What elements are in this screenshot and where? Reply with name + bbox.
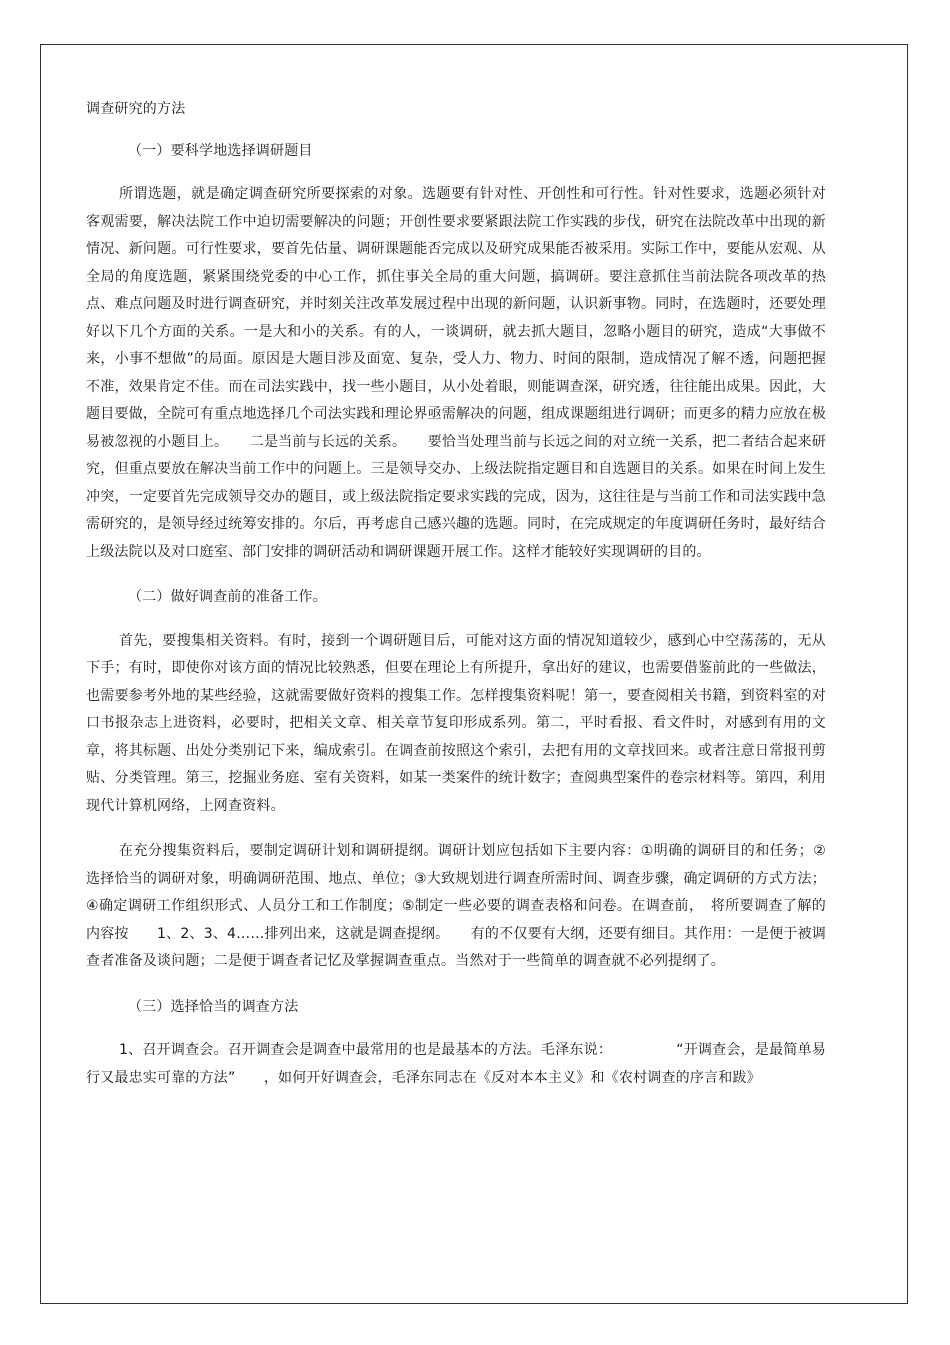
section-heading-3: （三）选择恰当的调查方法	[128, 998, 299, 1015]
section-heading-2: （二）做好调查前的准备工作。	[128, 589, 327, 605]
section-1-paragraph-1: 所谓选题，就是确定调查研究所要探索的对象。选题要有针对性、开创性和可行性。针对性要求，选题必须针对客观需要，解决法院工作中迫切需要解决的问题；开创性要求要紧跟法院工作实践的步伐，研究在法院改革中出现的新情况、新问题。可行性要求，要首先估量、调研课题能否完成以及研究成果能否被采用。实际工作中，要能从宏观、从全局的角度选题，紧紧围绕党委的中心工作，抓住事关全局的重大问题，搞调研。要注意抓住当前法院各项改革的热点、难点问题及时进行调查研究，并时刻关注改革发展过程中出现的新问题，认识新事物。同时，在选题时，还要处理好以下几个方面的关系。一是大和小的关系。有的人，一谈调研，就去抓大题目，忽略小题目的研究，造成“大事做不来，小事不想做”的局面。原因是大题目涉及面宽、复杂，受人力、物力、时间的限制，造成情况了解不透，问题把握不准，效果肯定不佳。而在司法实践中，找一些小题目，从小处着眼，则能调查深，研究透，往往能出成果。因此，大题目要做，全院可有重点地选择几个司法实践和理论界亟需解决的问题，组成课题组进行调研；而更多的精力应放在极易被忽视的小题目上。 二是当前与长远的关系。 要恰当处理当前与长远之间的对立统一关系，把二者结合起来研究，但重点要放在解决当前工作中的问题上。三是领导交办、上级法院指定题目和自选题目的关系。如果在时间上发生冲突，一定要首先完成领导交办的题目，或上级法院指定要求实践的完成，因为，这往往是与当前工作和司法实践中急需研究的，是领导经过统筹安排的。尔后，再考虑自己感兴趣的选题。同时，在完成规定的年度调研任务时，最好结合上级法院以及对口庭室、部门安排的调研活动和调研课题开展工作。这样才能较好实现调研的目的。	[86, 186, 826, 560]
section-3-paragraph-1: 1、召开调查会。召开调查会是调查中最常用的也是最基本的方法。毛泽东说： “开调查会，是最简单易行又最忠实可靠的方法” ，如何开好调查会，毛泽东同志在《反对本本主义》和《农村调查的序言和跋》	[86, 1042, 826, 1086]
section-2-paragraph-1: 首先，要搜集相关资料。有时，接到一个调研题目后，可能对这方面的情况知道较少，感到心中空荡荡的，无从下手；有时，即使你对该方面的情况比较熟悉，但要在理论上有所提升，拿出好的建议，也需要借鉴前此的一些做法，也需要参考外地的某些经验，这就需要做好资料的搜集工作。怎样搜集资料呢！第一，要查阅相关书籍，到资料室的对口书报杂志上进资料，必要时，把相关文章、相关章节复印形成系列。第二，平时看报、看文件时，对感到有用的文章，将其标题、出处分类别记下来，编成索引。在调查前按照这个索引，去把有用的文章找回来。或者注意日常报刊剪贴、分类管理。第三，挖掘业务庭、室有关资料，如某一类案件的统计数字；查阅典型案件的卷宗材料等。第四，利用现代计算机网络，上网查资料。	[86, 632, 826, 814]
section-2-paragraph-2: 在充分搜集资料后，要制定调研计划和调研提纲。调研计划应包括如下主要内容：①明确的调研目的和任务；②选择恰当的调研对象，明确调研范围、地点、单位；③大致规划进行调查所需时间、调查步骤，确定调研的方式方法；④确定调研工作组织形式、人员分工和工作制度；⑤制定一些必要的调查表格和问卷。在调查前， 将所要调查了解的内容按 1、2、3、4……排列出来，这就是调查提纲。 有的不仅要有大纲，还要有细目。其作用：一是便于被调查者准备及谈问题；二是便于调查者记忆及掌握调查重点。当然对于一些简单的调查就不必列提纲了。	[86, 843, 826, 969]
document-title: 调查研究的方法	[86, 101, 186, 117]
document-body	[86, 96, 826, 1108]
section-heading-1: （一）要科学地选择调研题目	[128, 142, 313, 159]
